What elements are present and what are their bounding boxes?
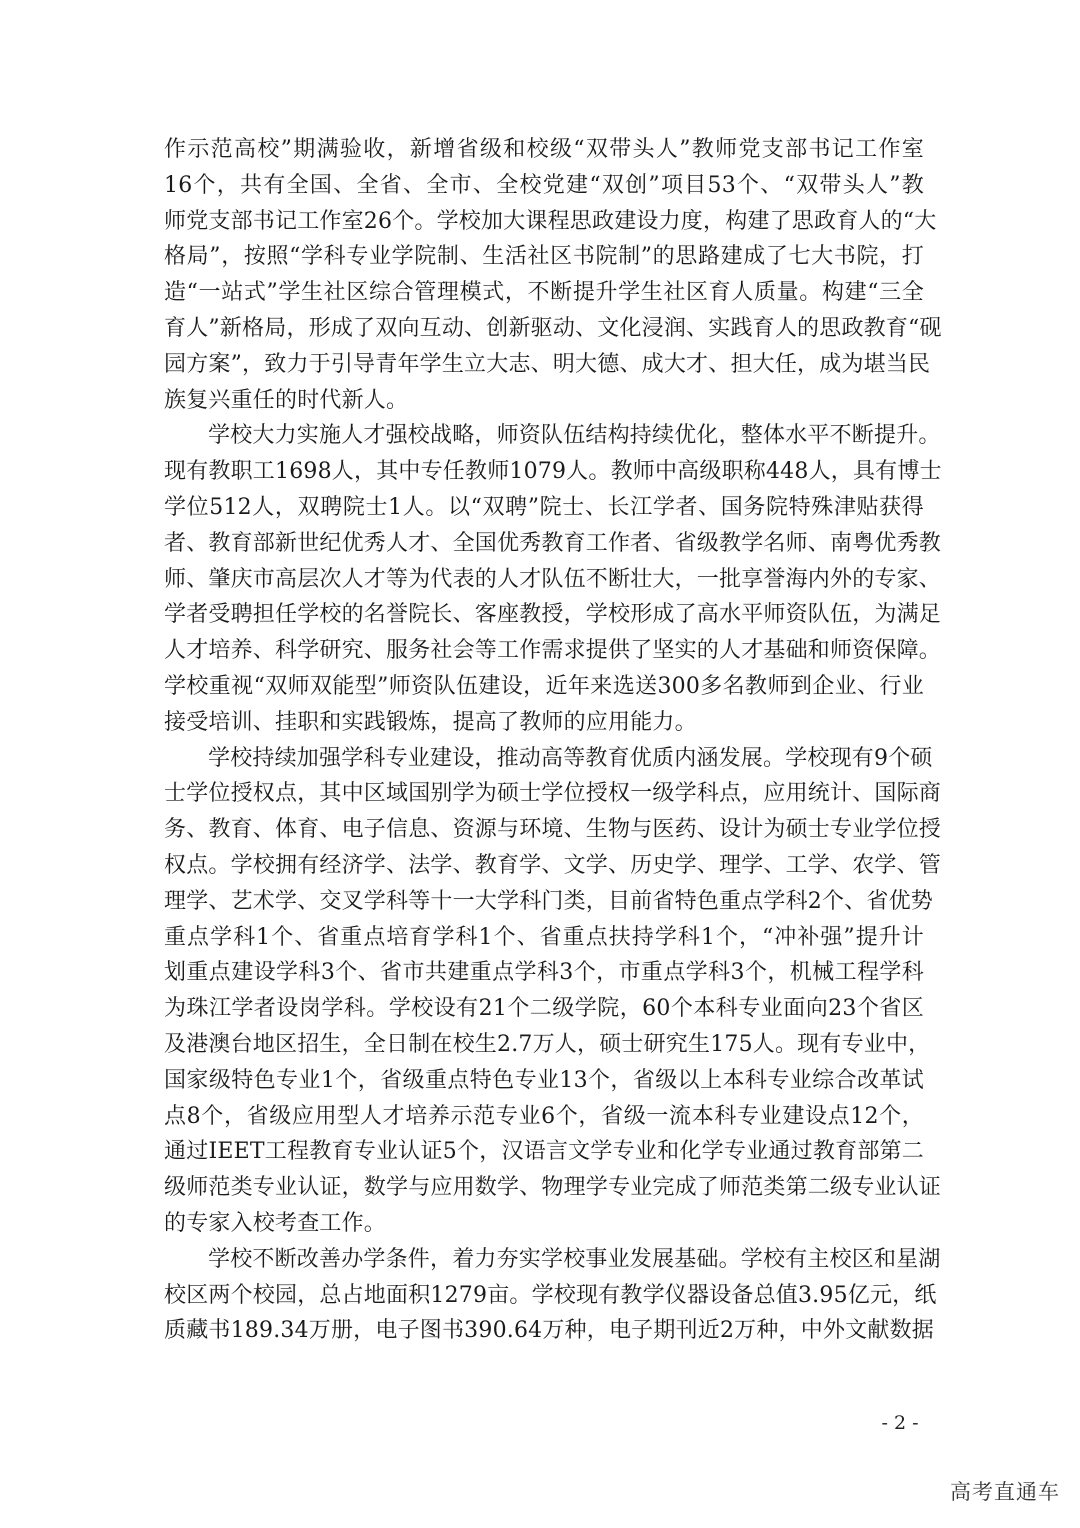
paragraph-start-line: 学校大力实施人才强校战略，师资队伍结构持续优化，整体水平不断提升。 — [208, 423, 941, 449]
page-number: - 2 - — [881, 1412, 919, 1434]
text-line: 园方案”，致力于引导青年学生立大志、明大德、成大才、担大任，成为堪当民 — [164, 351, 931, 377]
text-line: 师党支部书记工作室26个。学校加大课程思政建设力度，构建了思政育人的“大 — [164, 208, 937, 234]
text-line: 师、肇庆市高层次人才等为代表的人才队伍不断壮大，一批享誉海内外的专家、 — [164, 566, 942, 592]
text-line: 及港澳台地区招生，全日制在校生2.7万人，硕士研究生175人。现有专业中， — [164, 1031, 931, 1057]
text-line: 重点学科1个、省重点培育学科1个、省重点扶持学科1个，“冲补强”提升计 — [164, 924, 924, 950]
text-line: 格局”，按照“学科专业学院制、生活社区书院制”的思路建成了七大书院，打 — [164, 244, 924, 270]
text-line: 16个，共有全国、全省、全市、全校党建“双创”项目53个、“双带头人”教 — [164, 172, 924, 198]
body-text — [164, 132, 942, 1349]
text-line: 为珠江学者设岗学科。学校设有21个二级学院，60个本科专业面向23个省区 — [164, 996, 924, 1022]
text-line: 校区两个校园，总占地面积1279亩。学校现有教学仪器设备总值3.95亿元，纸 — [164, 1282, 937, 1308]
text-line: 士学位授权点，其中区域国别学为硕士学位授权一级学科点，应用统计、国际商 — [164, 781, 942, 807]
text-line: 造“一站式”学生社区综合管理模式，不断提升学生社区育人质量。构建“三全 — [164, 280, 924, 306]
text-line: 划重点建设学科3个、省市共建重点学科3个，市重点学科3个，机械工程学科 — [164, 960, 924, 986]
text-line: 点8个，省级应用型人才培养示范专业6个，省级一流本科专业建设点12个， — [164, 1103, 924, 1129]
text-line: 务、教育、体育、电子信息、资源与环境、生物与医药、设计为硕士专业学位授 — [164, 817, 942, 843]
text-line: 现有教职工1698人，其中专任教师1079人。教师中高级职称448人，具有博士 — [164, 459, 942, 485]
paragraph-start-line: 学校不断改善办学条件，着力夯实学校事业发展基础。学校有主校区和星湖 — [208, 1246, 941, 1272]
text-line: 理学、艺术学、交叉学科等十一大学科门类，目前省特色重点学科2个、省优势 — [164, 888, 933, 914]
text-line: 族复兴重任的时代新人。 — [164, 387, 409, 413]
text-line: 学校重视“双师双能型”师资队伍建设，近年来选送300多名教师到企业、行业 — [164, 673, 924, 699]
text-line: 的专家入校考查工作。 — [164, 1210, 387, 1236]
text-line: 者、教育部新世纪优秀人才、全国优秀教育工作者、省级教学名师、南粤优秀教 — [164, 530, 942, 556]
text-line: 质藏书189.34万册，电子图书390.64万种，电子期刊近2万种，中外文献数据 — [164, 1318, 934, 1344]
text-line: 接受培训、挂职和实践锻炼，提高了教师的应用能力。 — [164, 709, 697, 735]
text-line: 级师范类专业认证，数学与应用数学、物理学专业完成了师范类第二级专业认证 — [164, 1175, 942, 1201]
text-line: 育人”新格局，形成了双向互动、创新驱动、文化浸润、实践育人的思政教育“砚 — [164, 315, 942, 341]
paragraph-start-line: 学校持续加强学科专业建设，推动高等教育优质内涵发展。学校现有9个硕 — [208, 745, 933, 771]
text-line: 学者受聘担任学校的名誉院长、客座教授，学校形成了高水平师资队伍，为满足 — [164, 602, 942, 628]
text-line: 国家级特色专业1个，省级重点特色专业13个，省级以上本科专业综合改革试 — [164, 1067, 924, 1093]
text-line: 作示范高校”期满验收，新增省级和校级“双带头人”教师党支部书记工作室 — [164, 137, 924, 162]
text-line: 人才培养、科学研究、服务社会等工作需求提供了坚实的人才基础和师资保障。 — [164, 638, 942, 664]
text-line: 通过IEET工程教育专业认证5个，汉语言文学专业和化学专业通过教育部第二 — [164, 1139, 924, 1165]
watermark-text: 高考直通车 — [950, 1480, 1060, 1504]
text-line: 学位512人，双聘院士1人。以“双聘”院士、长江学者、国务院特殊津贴获得 — [164, 494, 924, 520]
text-line: 权点。学校拥有经济学、法学、教育学、文学、历史学、理学、工学、农学、管 — [164, 852, 942, 878]
